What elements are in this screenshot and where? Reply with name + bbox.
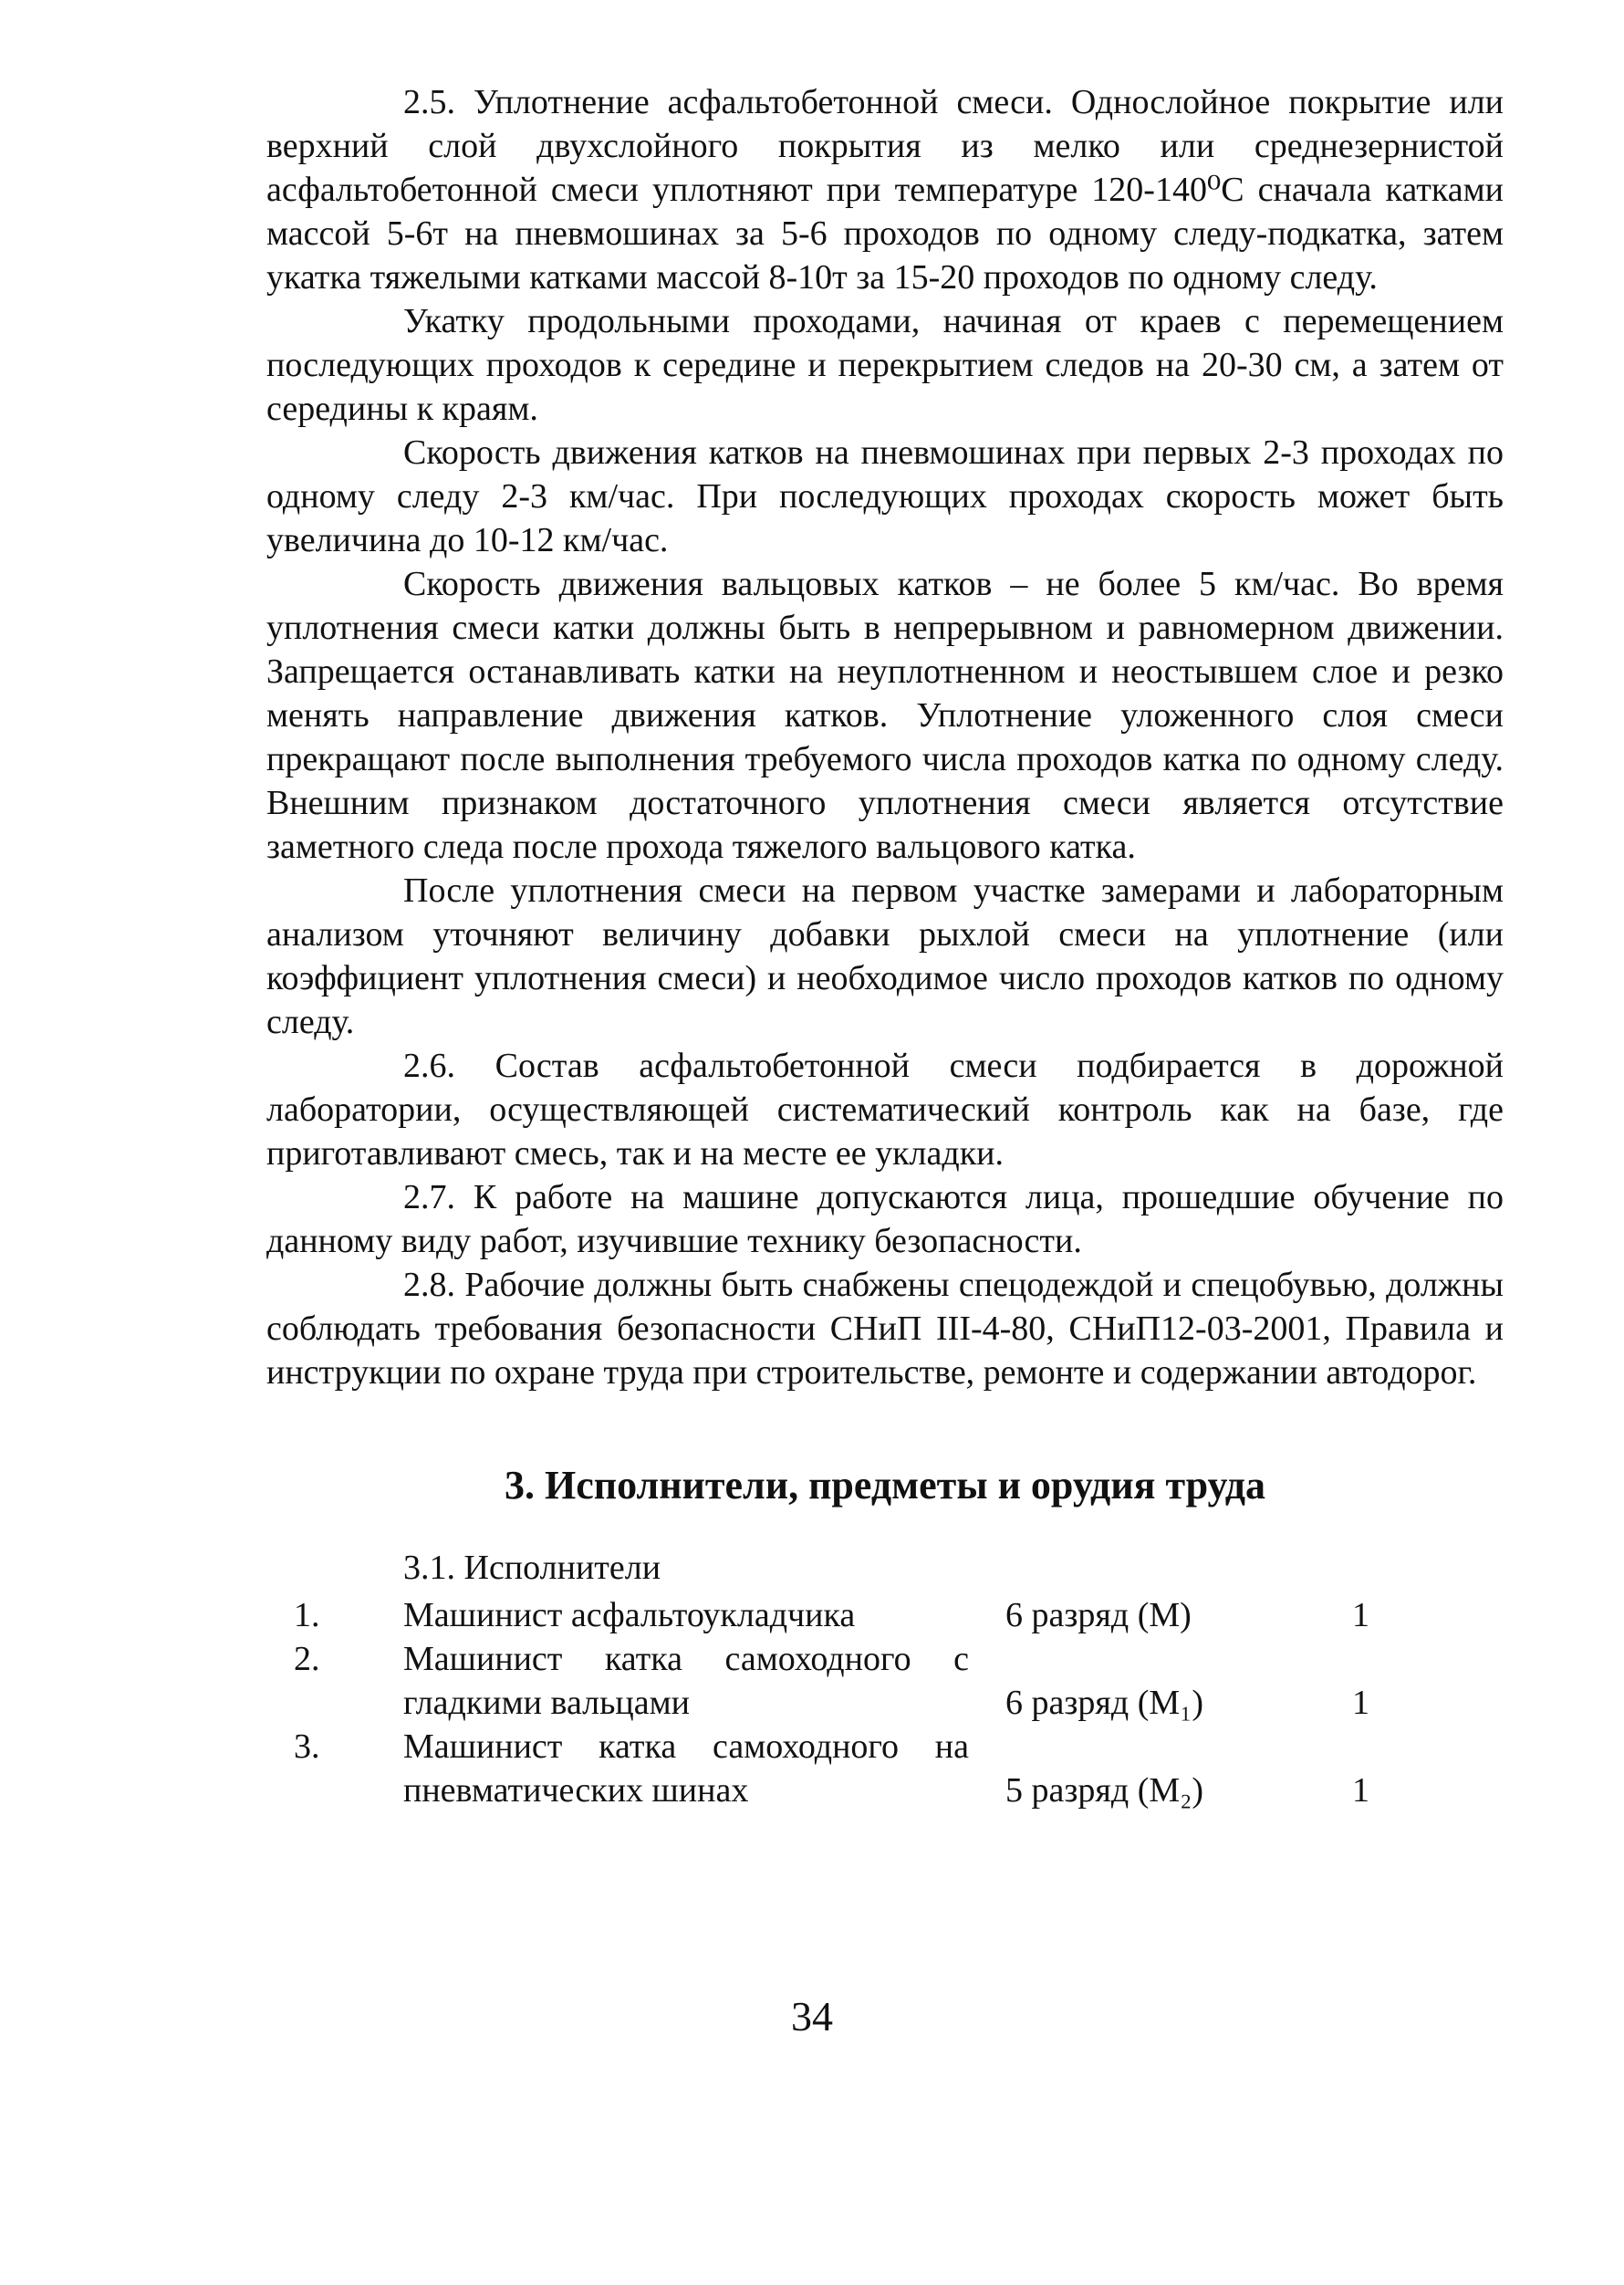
list-item (266, 1637, 1504, 1725)
item-grade: 5 разряд (М₂) (1005, 1771, 1204, 1810)
paragraph-lab-analysis: После уплотнения смеси на первом участке замерами и лабораторным анализом уточняют величину добавки рыхлой смеси на уплотнение (или коэффициент уплотнения смеси) и необходимое число проходов катков по одному следу. (266, 871, 1504, 1041)
item-number: 1. (294, 1596, 320, 1634)
item-number: 3. (294, 1727, 320, 1766)
item-grade: 6 разряд (М) (1005, 1596, 1192, 1634)
item-grade: 6 разряд (М₁) (1005, 1684, 1204, 1722)
list-item (266, 1725, 1504, 1812)
document-page (266, 80, 1504, 1812)
executors-subheading: 3.1. Исполнители (403, 1549, 661, 1587)
paragraph-2-8: 2.8. Рабочие должны быть снабжены спецодеждой и спецобувью, должны соблюдать требования безопасности СНиП III-4-80, СНиП12-03-2001, Правила и инструкции по охране труда при строительстве, ремонте и содержании автодорог. (266, 1266, 1504, 1392)
list-item (266, 1593, 1504, 1637)
item-count: 1 (1352, 1684, 1369, 1722)
section-heading: 3. Исполнители, предметы и орудия труда (504, 1463, 1265, 1508)
item-name: Машинист катка самоходного с гладкими вальцами (403, 1640, 969, 1722)
paragraph-2-7: 2.7. К работе на машине допускаются лица, прошедшие обучение по данному виду работ, изучившие технику безопасности. (266, 1178, 1504, 1260)
item-name: Машинист катка самоходного на пневматических шинах (403, 1727, 969, 1810)
item-count: 1 (1352, 1596, 1369, 1634)
item-number: 2. (294, 1640, 320, 1678)
paragraph-pneumatic-speed: Скорость движения катков на пневмошинах при первых 2-3 проходах по одному следу 2-3 км/час. При последующих проходах скорость может быть увеличина до 10-12 км/час. (266, 433, 1504, 559)
paragraph-2-6: 2.6. Состав асфальтобетонной смеси подбирается в дорожной лаборатории, осуществляющей систематический контроль как на базе, где приготавливают смесь, так и на месте ее укладки. (266, 1047, 1504, 1173)
paragraph-rolling-passes: Укатку продольными проходами, начиная от краев с перемещением последующих проходов к середине и перекрытием следов на 20-30 см, а затем от середины к краям. (266, 302, 1504, 428)
paragraph-2-5: 2.5. Уплотнение асфальтобетонной смеси. Однослойное покрытие или верхний слой двухслойного покрытия из мелко или среднезернистой асфальтобетонной смеси уплотняют при температуре 120-140⁰С сначала катками массой 5-6т на пневмошинах за 5-6 проходов по одному следу-подкатка, затем укатка тяжелыми катками массой 8-10т за 15-20 проходов по одному следу. (266, 83, 1504, 297)
executors-list (266, 1593, 1504, 1812)
item-count: 1 (1352, 1771, 1369, 1810)
item-name: Машинист асфальтоукладчика (403, 1596, 856, 1634)
paragraph-roller-speed: Скорость движения вальцовых катков – не более 5 км/час. Во время уплотнения смеси катки должны быть в непрерывном и равномерном движении. Запрещается останавливать катки на неуплотненном и неостывшем слое и резко менять направление движения катков. Уплотнение уложенного слоя смеси прекращают после выполнения требуемого числа проходов катка по одному следу. Внешним признаком достаточного уплотнения смеси является отсутствие заметного следа после прохода тяжелого вальцового катка. (266, 565, 1504, 866)
page-number: 34 (791, 1993, 833, 2040)
